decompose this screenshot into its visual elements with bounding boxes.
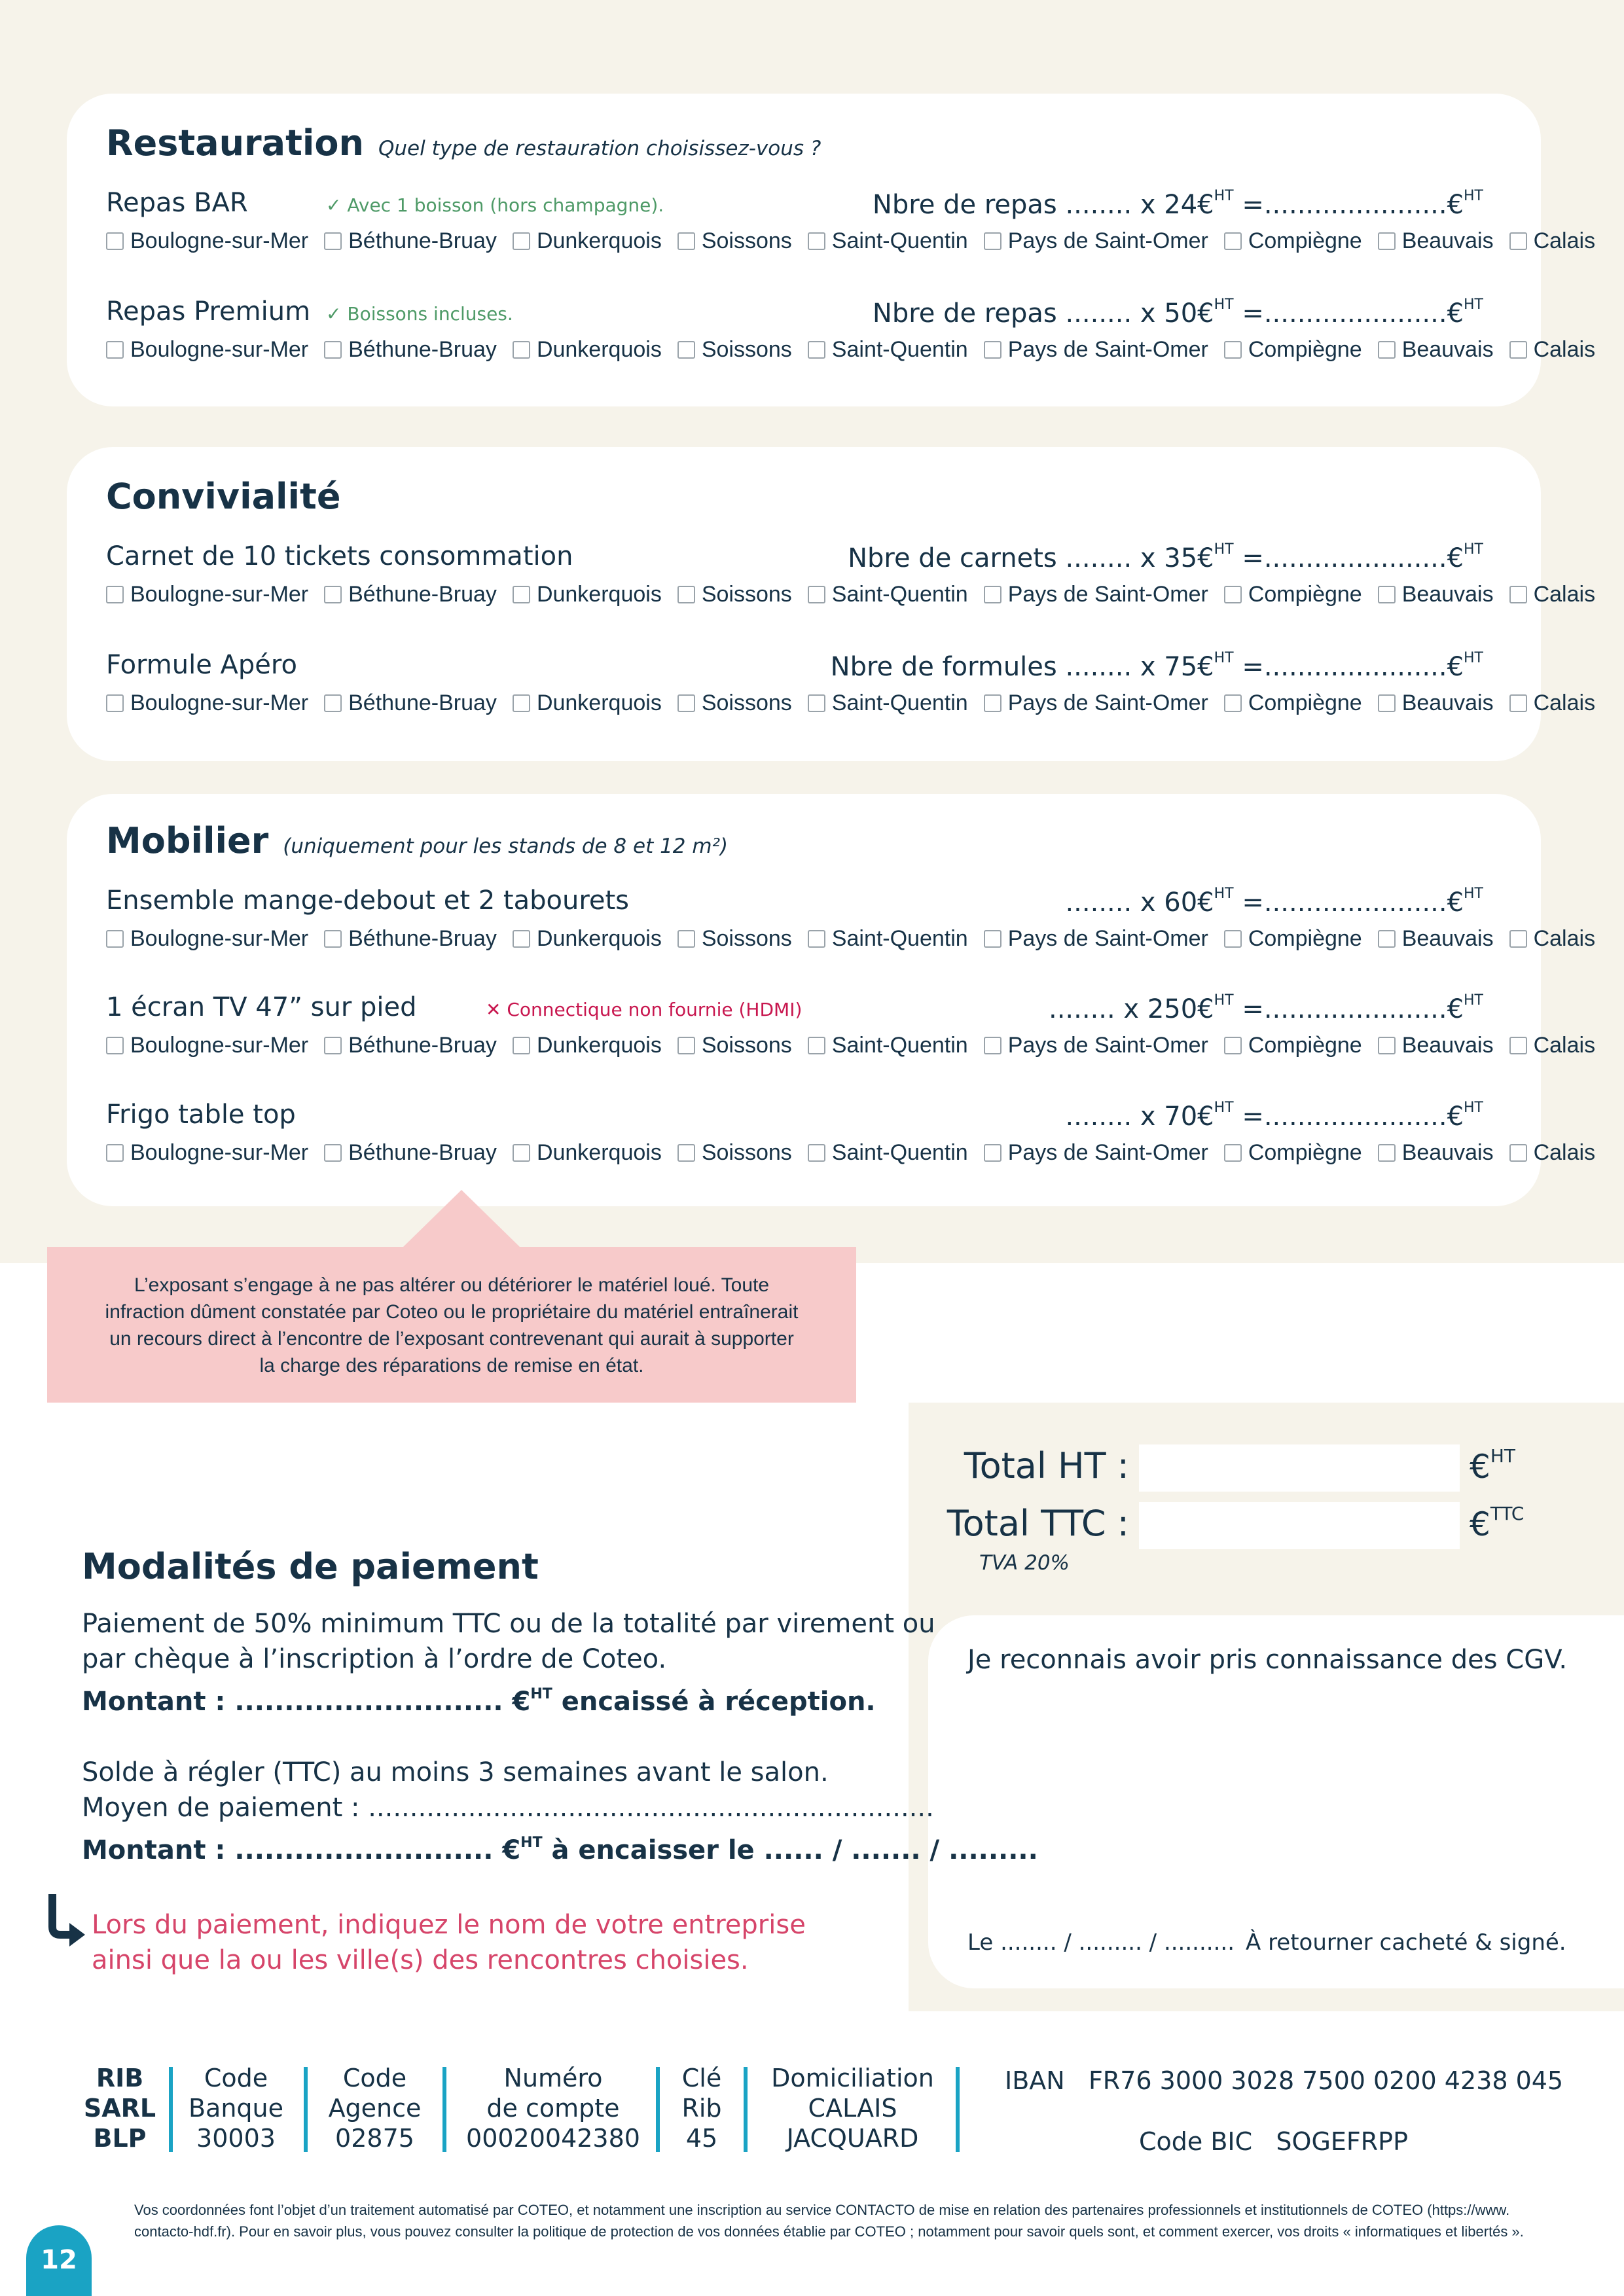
city-option[interactable] <box>984 926 1208 952</box>
city-option[interactable] <box>106 337 308 363</box>
city-label: Calais <box>1533 1033 1596 1058</box>
city-option[interactable] <box>1509 582 1595 607</box>
iban: IBAN FR76 3000 3028 7500 0200 4238 045 <box>1005 2066 1564 2095</box>
rib-separator <box>656 2067 660 2152</box>
frigo-label: Frigo table top <box>106 1100 296 1130</box>
city-option[interactable] <box>1224 1033 1362 1058</box>
city-label: Calais <box>1533 228 1596 253</box>
repas-bar-note: ✓ Avec 1 boisson (hors champagne). <box>326 194 664 216</box>
tv-note: ✕ Connectique non fournie (HDMI) <box>486 999 803 1020</box>
checkbox[interactable] <box>324 694 342 712</box>
city-option[interactable] <box>808 337 968 363</box>
rib-separator <box>956 2067 960 2152</box>
repas-bar-cities <box>106 228 1611 254</box>
apero-item <box>106 650 1596 748</box>
city-label: Calais <box>1533 926 1596 951</box>
city-label: Compiègne <box>1248 691 1362 715</box>
checkbox[interactable] <box>1378 341 1396 359</box>
city-option[interactable] <box>984 1033 1208 1058</box>
legal-notice: Vos coordonnées font l’objet d’un traitement automatisé par COTEO, et notamment une inscription au service CONTACTO de mise en relation des partenaires professionnels et institutionnels de COTEO (https://www. contacto-hdf.fr). Pour en savoir plus, vous pouvez consulter la politique de protection de vos données établie par COTEO ; notamment pour savoir quels sont, et comment exercer, vos droits « informatiques et libertés ». <box>134 2202 1524 2240</box>
city-label: Compiègne <box>1248 582 1362 607</box>
checkbox[interactable] <box>324 930 342 948</box>
city-label: Béthune-Bruay <box>348 582 497 607</box>
repas-premium-item <box>106 296 1596 395</box>
city-option[interactable] <box>808 1140 968 1166</box>
checkbox[interactable] <box>1509 1037 1527 1054</box>
checkbox[interactable] <box>513 586 530 603</box>
city-label: Pays de Saint-Omer <box>1007 1140 1208 1165</box>
city-option[interactable] <box>1224 1140 1362 1166</box>
checkbox[interactable] <box>513 694 530 712</box>
checkbox[interactable] <box>677 694 695 712</box>
city-option[interactable] <box>1509 691 1595 716</box>
checkbox[interactable] <box>984 694 1001 712</box>
page-number: 12 <box>26 2225 92 2296</box>
city-label: Calais <box>1533 337 1596 362</box>
payment-title: Modalités de paiement <box>82 1546 539 1587</box>
payment-amount-2[interactable]: Montant : .......................... €$^{HT}$ à encaisser le ...... / ....... / ......... <box>82 1835 1038 1865</box>
city-option[interactable] <box>808 691 968 716</box>
checkbox[interactable] <box>106 930 124 948</box>
city-label: Boulogne-sur-Mer <box>130 691 309 715</box>
checkbox[interactable] <box>1509 694 1527 712</box>
checkbox[interactable] <box>808 586 825 603</box>
city-option[interactable] <box>1378 582 1494 607</box>
checkbox[interactable] <box>677 1037 695 1054</box>
city-label: Pays de Saint-Omer <box>1007 582 1208 607</box>
mange-debout-cities <box>106 926 1611 952</box>
city-label: Dunkerquois <box>536 582 662 607</box>
repas-premium-label: Repas Premium <box>106 296 311 327</box>
city-option[interactable] <box>808 582 968 607</box>
checkbox[interactable] <box>1224 341 1242 359</box>
city-label: Compiègne <box>1248 926 1362 951</box>
city-label: Pays de Saint-Omer <box>1007 337 1208 362</box>
mobilier-subtitle: (uniquement pour les stands de 8 et 12 m²) <box>283 834 729 858</box>
city-label: Pays de Saint-Omer <box>1007 926 1208 951</box>
city-label: Beauvais <box>1401 337 1494 362</box>
city-label: Pays de Saint-Omer <box>1007 1033 1208 1058</box>
city-option[interactable] <box>1224 337 1362 363</box>
checkbox[interactable] <box>984 1144 1001 1162</box>
checkbox[interactable] <box>1224 1144 1242 1162</box>
checkbox[interactable] <box>1509 586 1527 603</box>
rib-separator <box>169 2067 173 2152</box>
city-label: Beauvais <box>1401 582 1494 607</box>
carnet-label: Carnet de 10 tickets consommation <box>106 541 573 571</box>
city-label: Béthune-Bruay <box>348 228 497 253</box>
restauration-subtitle: Quel type de restauration choisissez-vous ? <box>378 137 821 160</box>
rib-code-agence: Code Agence 02875 <box>328 2064 422 2153</box>
checkbox[interactable] <box>1378 1037 1396 1054</box>
city-option[interactable] <box>1378 1033 1494 1058</box>
checkbox[interactable] <box>513 1144 530 1162</box>
city-label: Pays de Saint-Omer <box>1007 228 1208 253</box>
repas-bar-label: Repas BAR <box>106 188 248 218</box>
carnet-cities <box>106 582 1611 607</box>
checkbox[interactable] <box>808 341 825 359</box>
notice-box: L’exposant s’engage à ne pas altérer ou détériorer le matériel loué. Toute infraction dûment constatée par Coteo ou le propriétaire du matériel entraînerait un recours direct à l’encontre de l’exposant contrevenant qui aurait à supporter la charge des réparations de remise en état. <box>47 1247 856 1403</box>
city-label: Compiègne <box>1248 228 1362 253</box>
convivialite-title: Convivialité <box>106 476 341 517</box>
city-option[interactable] <box>106 926 308 952</box>
apero-cities <box>106 691 1611 716</box>
city-label: Calais <box>1533 691 1596 715</box>
checkbox[interactable] <box>677 930 695 948</box>
payment-amount-1[interactable]: Montant : ........................... €$^{HT}$ encaissé à réception. <box>82 1686 876 1717</box>
rib-numero-compte: Numéro de compte 00020042380 <box>466 2064 640 2153</box>
city-option[interactable] <box>984 582 1208 607</box>
city-option[interactable] <box>1509 926 1595 952</box>
restauration-title: Restauration Quel type de restauration choisissez-vous ? <box>106 122 821 164</box>
city-option[interactable] <box>324 1033 497 1058</box>
checkbox[interactable] <box>984 232 1001 250</box>
checkbox[interactable] <box>513 930 530 948</box>
city-label: Saint-Quentin <box>831 1140 968 1165</box>
checkbox[interactable] <box>106 586 124 603</box>
city-label: Béthune-Bruay <box>348 1140 497 1165</box>
checkbox[interactable] <box>106 341 124 359</box>
checkbox[interactable] <box>324 232 342 250</box>
apero-label: Formule Apéro <box>106 650 297 680</box>
repas-premium-note: ✓ Boissons incluses. <box>326 303 513 325</box>
balance-line: Solde à régler (TTC) au moins 3 semaines avant le salon. <box>82 1757 829 1787</box>
city-label: Boulogne-sur-Mer <box>130 337 309 362</box>
city-label: Soissons <box>701 228 792 253</box>
city-option[interactable] <box>1378 926 1494 952</box>
city-label: Beauvais <box>1401 228 1494 253</box>
city-option[interactable] <box>513 582 662 607</box>
city-option[interactable] <box>106 228 308 254</box>
checkbox[interactable] <box>513 341 530 359</box>
checkbox[interactable] <box>1378 232 1396 250</box>
checkbox[interactable] <box>1224 930 1242 948</box>
city-option[interactable] <box>1224 926 1362 952</box>
city-option[interactable] <box>1378 337 1494 363</box>
checkbox[interactable] <box>984 930 1001 948</box>
city-label: Compiègne <box>1248 1033 1362 1058</box>
city-option[interactable] <box>513 926 662 952</box>
city-label: Boulogne-sur-Mer <box>130 1140 309 1165</box>
city-option[interactable] <box>808 1033 968 1058</box>
city-label: Soissons <box>701 582 792 607</box>
city-option[interactable] <box>324 691 497 716</box>
total-ht-unit: €$^{HT}$ <box>1470 1445 1515 1486</box>
checkbox[interactable] <box>324 586 342 603</box>
city-option[interactable] <box>324 1140 497 1166</box>
notice-pointer <box>403 1190 520 1247</box>
city-option[interactable] <box>677 1033 792 1058</box>
city-option[interactable] <box>106 582 308 607</box>
city-option[interactable] <box>677 582 792 607</box>
city-label: Boulogne-sur-Mer <box>130 228 309 253</box>
payment-line-2: par chèque à l’inscription à l’ordre de Coteo. <box>82 1644 667 1674</box>
city-option[interactable] <box>1378 691 1494 716</box>
city-option[interactable] <box>1509 1033 1595 1058</box>
convivialite-card <box>67 447 1596 761</box>
city-option[interactable] <box>513 337 662 363</box>
cgv-text: Je reconnais avoir pris connaissance des CGV. <box>967 1645 1568 1675</box>
rib-label: RIB SARL BLP <box>83 2064 156 2153</box>
city-option[interactable] <box>513 228 662 254</box>
city-option[interactable] <box>1509 1140 1595 1166</box>
city-option[interactable] <box>106 1140 308 1166</box>
payment-reminder: Lors du paiement, indiquez le nom de votre entreprise ainsi que la ou les ville(s) des rencontres choisies. <box>92 1910 806 1975</box>
repas-bar-item <box>106 188 1596 286</box>
city-label: Boulogne-sur-Mer <box>130 582 309 607</box>
city-label: Compiègne <box>1248 1140 1362 1165</box>
city-option[interactable] <box>1378 1140 1494 1166</box>
checkbox[interactable] <box>1509 232 1527 250</box>
total-ttc-unit: €$^{TTC}$ <box>1470 1503 1525 1543</box>
city-label: Saint-Quentin <box>831 1033 968 1058</box>
apero-calc[interactable]: Nbre de formules ........ x 75€$^{HT}$ =......................€$^{HT}$ <box>830 650 1483 682</box>
city-option[interactable] <box>324 582 497 607</box>
return-instruction: À retourner cacheté & signé. <box>1246 1929 1566 1956</box>
city-option[interactable] <box>984 337 1208 363</box>
city-option[interactable] <box>677 926 792 952</box>
city-option[interactable] <box>513 691 662 716</box>
tva-label: TVA 20% <box>979 1551 1070 1575</box>
payment-method-line[interactable]: Moyen de paiement : .................................................................... <box>82 1793 934 1823</box>
city-label: Compiègne <box>1248 337 1362 362</box>
checkbox[interactable] <box>106 1144 124 1162</box>
city-option[interactable] <box>1224 582 1362 607</box>
total-ttc-field[interactable] <box>1139 1502 1460 1549</box>
city-option[interactable] <box>984 228 1208 254</box>
city-option[interactable] <box>1378 228 1494 254</box>
city-option[interactable] <box>677 228 792 254</box>
city-label: Saint-Quentin <box>831 228 968 253</box>
carnet-calc[interactable]: Nbre de carnets ........ x 35€$^{HT}$ =......................€$^{HT}$ <box>848 541 1483 573</box>
city-option[interactable] <box>324 337 497 363</box>
checkbox[interactable] <box>106 1037 124 1054</box>
checkbox[interactable] <box>984 586 1001 603</box>
rib-cle: Clé Rib 45 <box>681 2064 722 2153</box>
rib-code-banque: Code Banque 30003 <box>188 2064 284 2153</box>
checkbox[interactable] <box>324 1037 342 1054</box>
frigo-item <box>106 1100 1596 1198</box>
city-label: Béthune-Bruay <box>348 926 497 951</box>
frigo-cities <box>106 1140 1611 1166</box>
checkbox[interactable] <box>808 1037 825 1054</box>
checkbox[interactable] <box>808 232 825 250</box>
city-option[interactable] <box>808 228 968 254</box>
city-option[interactable] <box>324 926 497 952</box>
city-label: Soissons <box>701 691 792 715</box>
checkbox[interactable] <box>1509 930 1527 948</box>
city-option[interactable] <box>984 1140 1208 1166</box>
checkbox[interactable] <box>1509 1144 1527 1162</box>
city-option[interactable] <box>808 926 968 952</box>
city-option[interactable] <box>677 691 792 716</box>
checkbox[interactable] <box>808 1144 825 1162</box>
city-label: Beauvais <box>1401 1140 1494 1165</box>
total-ttc-label: Total TTC : <box>947 1503 1129 1544</box>
checkbox[interactable] <box>513 1037 530 1054</box>
tv-item <box>106 992 1596 1090</box>
checkbox[interactable] <box>106 232 124 250</box>
city-option[interactable] <box>1509 337 1595 363</box>
city-option[interactable] <box>1224 228 1362 254</box>
city-label: Béthune-Bruay <box>348 337 497 362</box>
checkbox[interactable] <box>1378 1144 1396 1162</box>
rib-separator <box>304 2067 308 2152</box>
turn-arrow-icon <box>45 1892 86 1959</box>
city-label: Pays de Saint-Omer <box>1007 691 1208 715</box>
checkbox[interactable] <box>1224 1037 1242 1054</box>
rib-separator <box>442 2067 446 2152</box>
city-option[interactable] <box>513 1033 662 1058</box>
city-label: Calais <box>1533 1140 1596 1165</box>
city-label: Béthune-Bruay <box>348 691 497 715</box>
city-label: Dunkerquois <box>536 228 662 253</box>
city-label: Dunkerquois <box>536 926 662 951</box>
city-label: Dunkerquois <box>536 337 662 362</box>
city-option[interactable] <box>677 337 792 363</box>
city-label: Saint-Quentin <box>831 691 968 715</box>
city-label: Beauvais <box>1401 1033 1494 1058</box>
checkbox[interactable] <box>984 1037 1001 1054</box>
city-option[interactable] <box>513 1140 662 1166</box>
checkbox[interactable] <box>1224 586 1242 603</box>
city-label: Dunkerquois <box>536 1140 662 1165</box>
payment-line-1: Paiement de 50% minimum TTC ou de la totalité par virement ou <box>82 1609 935 1639</box>
city-option[interactable] <box>324 228 497 254</box>
repas-premium-calc[interactable]: Nbre de repas ........ x 50€$^{HT}$ =......................€$^{HT}$ <box>872 296 1483 329</box>
carnet-item <box>106 541 1596 639</box>
checkbox[interactable] <box>1509 341 1527 359</box>
checkbox[interactable] <box>106 694 124 712</box>
total-ht-label: Total HT : <box>964 1445 1129 1486</box>
city-option[interactable] <box>677 1140 792 1166</box>
rib-domiciliation: Domiciliation CALAIS JACQUARD <box>771 2064 934 2153</box>
city-label: Soissons <box>701 337 792 362</box>
checkbox[interactable] <box>677 232 695 250</box>
checkbox[interactable] <box>1224 694 1242 712</box>
city-label: Boulogne-sur-Mer <box>130 926 309 951</box>
city-label: Béthune-Bruay <box>348 1033 497 1058</box>
city-label: Saint-Quentin <box>831 337 968 362</box>
checkbox[interactable] <box>1378 930 1396 948</box>
frigo-calc[interactable]: ........ x 70€$^{HT}$ =......................€$^{HT}$ <box>1065 1100 1483 1132</box>
city-option[interactable] <box>1509 228 1595 254</box>
checkbox[interactable] <box>324 1144 342 1162</box>
checkbox[interactable] <box>808 694 825 712</box>
tv-calc[interactable]: ........ x 250€$^{HT}$ =......................€$^{HT}$ <box>1049 992 1483 1024</box>
bic: Code BIC SOGEFRPP <box>1139 2127 1408 2156</box>
mange-debout-label: Ensemble mange-debout et 2 tabourets <box>106 886 630 916</box>
checkbox[interactable] <box>677 586 695 603</box>
city-label: Beauvais <box>1401 926 1494 951</box>
city-option[interactable] <box>1224 691 1362 716</box>
checkbox[interactable] <box>677 1144 695 1162</box>
checkbox[interactable] <box>677 341 695 359</box>
city-option[interactable] <box>106 691 308 716</box>
city-label: Saint-Quentin <box>831 926 968 951</box>
city-option[interactable] <box>984 691 1208 716</box>
city-label: Dunkerquois <box>536 691 662 715</box>
city-label: Soissons <box>701 926 792 951</box>
city-option[interactable] <box>106 1033 308 1058</box>
city-label: Soissons <box>701 1033 792 1058</box>
mobilier-title: Mobilier (uniquement pour les stands de 8 et 12 m²) <box>106 820 729 861</box>
city-label: Calais <box>1533 582 1596 607</box>
mange-debout-calc[interactable]: ........ x 60€$^{HT}$ =......................€$^{HT}$ <box>1065 886 1483 918</box>
checkbox[interactable] <box>808 930 825 948</box>
repas-premium-cities <box>106 337 1611 363</box>
checkbox[interactable] <box>984 341 1001 359</box>
repas-bar-calc[interactable]: Nbre de repas ........ x 24€$^{HT}$ =......................€$^{HT}$ <box>872 188 1483 220</box>
mobilier-card <box>67 794 1596 1206</box>
signature-date[interactable]: Le ........ / ......... / .......... <box>967 1929 1235 1956</box>
city-label: Dunkerquois <box>536 1033 662 1058</box>
total-ht-field[interactable] <box>1139 1444 1460 1492</box>
checkbox[interactable] <box>1224 232 1242 250</box>
restauration-card <box>67 94 1596 406</box>
city-label: Soissons <box>701 1140 792 1165</box>
tv-cities <box>106 1033 1611 1058</box>
city-label: Beauvais <box>1401 691 1494 715</box>
payment-text <box>82 1606 1038 1868</box>
checkbox[interactable] <box>324 341 342 359</box>
checkbox[interactable] <box>1378 694 1396 712</box>
checkbox[interactable] <box>1378 586 1396 603</box>
city-label: Saint-Quentin <box>831 582 968 607</box>
tv-label: 1 écran TV 47” sur pied <box>106 992 417 1022</box>
rib-separator <box>744 2067 748 2152</box>
city-label: Boulogne-sur-Mer <box>130 1033 309 1058</box>
checkbox[interactable] <box>513 232 530 250</box>
mange-debout-item <box>106 886 1596 984</box>
